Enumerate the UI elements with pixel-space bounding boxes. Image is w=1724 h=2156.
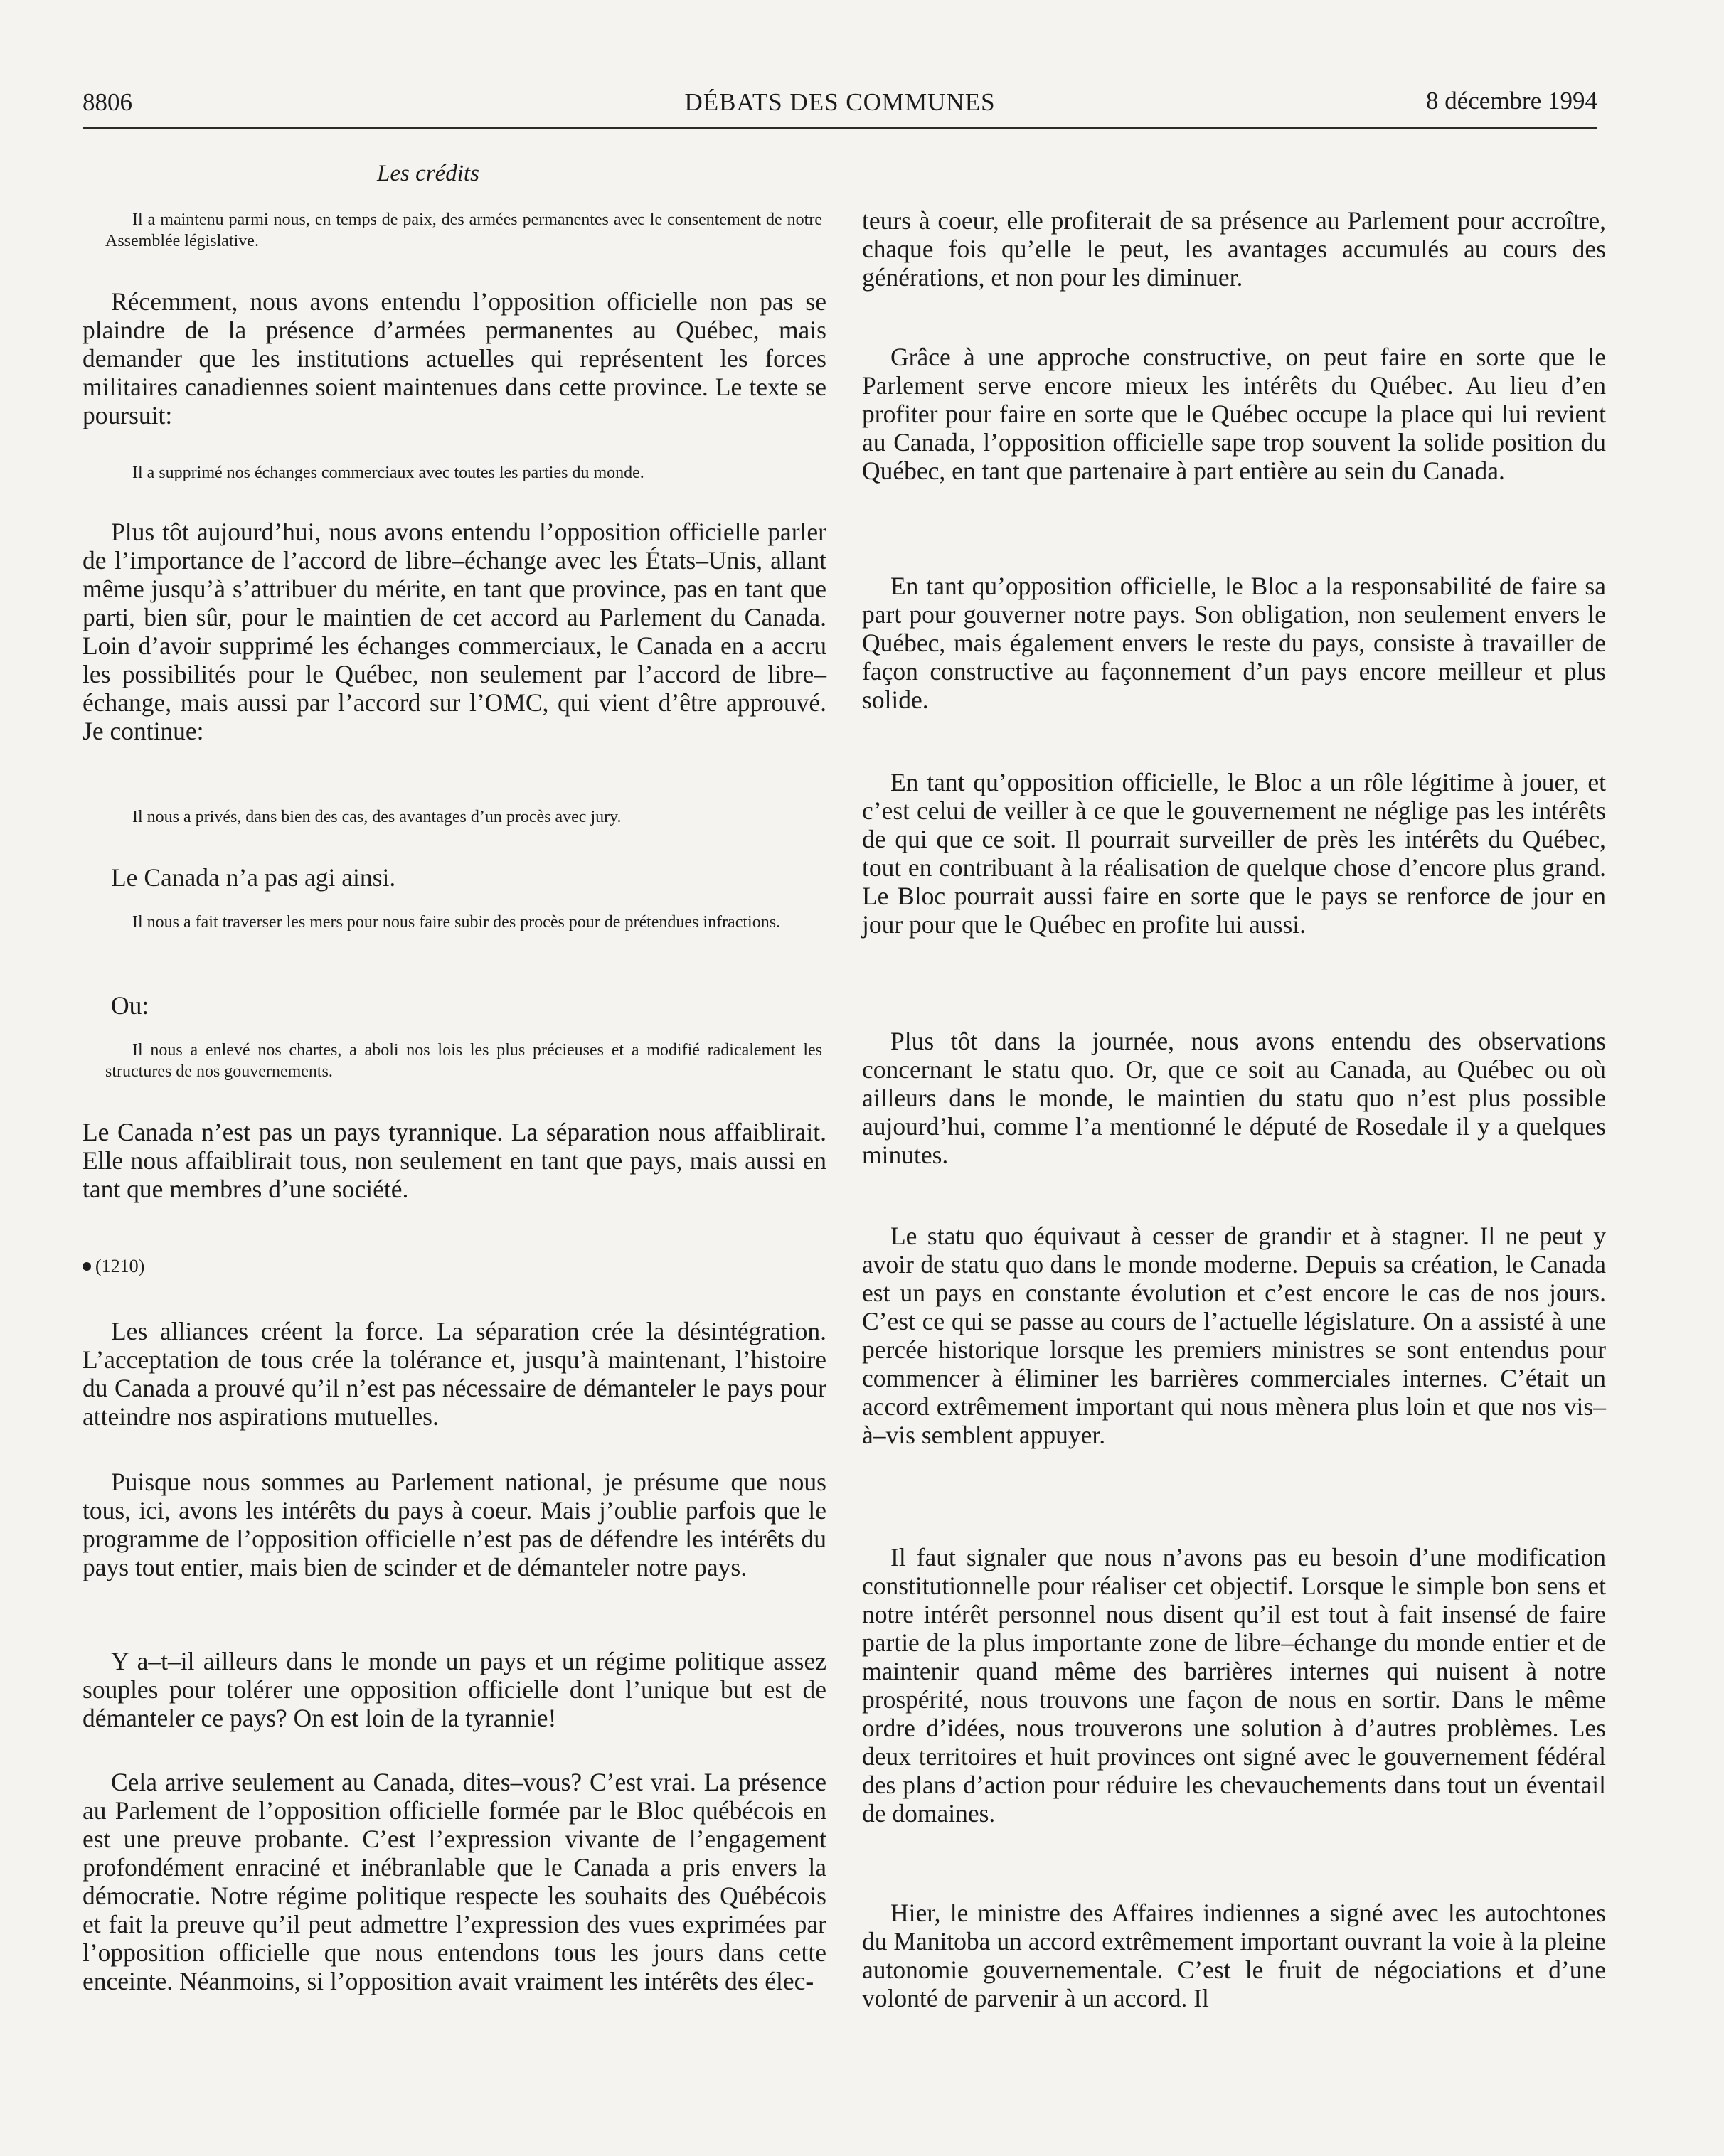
- paragraph: Les alliances créent la force. La séparation crée la désintégration. L’acceptation de tous crée la tolérance et, jusqu’à maintenant, l’histoire du Canada a prouvé qu’il n’est pas nécessaire de démanteler le pays pour atteindre nos aspirations mutuelles.: [83, 1317, 826, 1431]
- paragraph: Hier, le ministre des Affaires indiennes a signé avec les autochtones du Manitoba un accord extrêmement important ouvrant la voie à la pleine autonomie gouvernementale. C’est le fruit de négociations et d’une volonté de parvenir à un accord. Il: [862, 1899, 1606, 2012]
- paragraph: Y a–t–il ailleurs dans le monde un pays et un régime politique assez souples pour tolérer une opposition officielle dont l’unique but est de démanteler ce pays? On est loin de la tyrannie!: [83, 1647, 826, 1732]
- paragraph: Plus tôt aujourd’hui, nous avons entendu l’opposition officielle parler de l’importance de l’accord de libre–échange avec les États–Unis, allant même jusqu’à s’attribuer du mérite, en tant que province, pas en tant que parti, bien sûr, pour le maintien de cet accord au Parlement du Canada. Loin d’avoir supprimé les échanges commerciaux, le Canada en a accru les possibilités pour le Québec, non seulement par l’accord de libre–échange, mais aussi par l’accord sur l’OMC, qui vient d’être approuvé. Je continue:: [83, 518, 826, 745]
- paragraph: Puisque nous sommes au Parlement national, je présume que nous tous, ici, avons les intérêts du pays à coeur. Mais j’oublie parfois que le programme de l’opposition officielle n’est pas de défendre les intérêts du pays tout entier, mais bien de scinder et de démanteler notre pays.: [83, 1468, 826, 1581]
- paragraph: Le statu quo équivaut à cesser de grandir et à stagner. Il ne peut y avoir de statu quo dans le monde moderne. Depuis sa création, le Canada est un pays en constante évolution et c’est encore le cas de nos jours. C’est ce qui se passe au cours de l’actuelle législature. On a assisté à une percée historique lorsque les premiers ministres se sont entendus pour commencer à éliminer les barrières commerciales internes. C’était un accord extrêmement important qui nous mènera plus loin et que nos vis–à–vis semblent appuyer.: [862, 1222, 1606, 1449]
- page-number: 8806: [83, 88, 132, 116]
- quote-block: Il nous a fait traverser les mers pour nous faire subir des procès pour de prétendues infractions.: [132, 913, 781, 932]
- paragraph: Grâce à une approche constructive, on peut faire en sorte que le Parlement serve encore mieux les intérêts du Québec. Au lieu d’en profiter pour faire en sorte que le Québec occupe la place qui lui revient au Canada, l’opposition officielle sape trop souvent la solide position du Québec, en tant que partenaire à part entière au sein du Canada.: [862, 343, 1606, 485]
- section-title: Les crédits: [377, 161, 479, 186]
- quote-block: Il a supprimé nos échanges commerciaux avec toutes les parties du monde.: [132, 464, 644, 482]
- publication-title: DÉBATS DES COMMUNES: [684, 88, 996, 116]
- paragraph: Il faut signaler que nous n’avons pas eu besoin d’une modification constitutionnelle pour réaliser cet objectif. Lorsque le simple bon sens et notre intérêt personnel nous disent qu’il est tout à fait insensé de faire partie de la plus importante zone de libre–échange du monde entier et de maintenir quand même des barrières internes qui nuisent à notre prospérité, nous trouvons une façon de nous en sortir. Dans le même ordre d’idées, nous trouverons une solution à d’autres problèmes. Les deux territoires et huit provinces ont signé avec le gouvernement fédéral des plans d’action pour réduire les chevauchements dans tout un éventail de domaines.: [862, 1543, 1606, 1827]
- paragraph: Cela arrive seulement au Canada, dites–vous? C’est vrai. La présence au Parlement de l’opposition officielle formée par le Bloc québécois en est une preuve probante. C’est l’expression vivante de l’engagement profondément enraciné et inébranlable que le Canada a pris envers la démocratie. Notre régime politique respecte les souhaits des Québécois et fait la preuve qu’il peut admettre l’expression des vues exprimées par l’opposition officielle que nous entendons tous les jours dans cette enceinte. Néanmoins, si l’opposition avait vraiment les intérêts des élec-: [83, 1768, 826, 1995]
- time-marker-label: (1210): [95, 1256, 145, 1276]
- paragraph: Ou:: [111, 991, 149, 1020]
- bullet-icon: [83, 1262, 91, 1271]
- paragraph: Le Canada n’est pas un pays tyrannique. La séparation nous affaiblirait. Elle nous affaiblirait tous, non seulement en tant que pays, mais aussi en tant que membres d’une société.: [83, 1118, 826, 1203]
- paragraph: En tant qu’opposition officielle, le Bloc a un rôle légitime à jouer, et c’est celui de veiller à ce que le gouvernement ne néglige pas les intérêts de qui que ce soit. Il pourrait surveiller de près les intérêts du Québec, tout en contribuant à la réalisation de quelque chose d’encore plus grand. Le Bloc pourrait aussi faire en sorte que le pays se renforce de jour en jour pour que le Québec en profite lui aussi.: [862, 768, 1606, 939]
- paragraph: Le Canada n’a pas agi ainsi.: [111, 863, 396, 892]
- paragraph: Récemment, nous avons entendu l’opposition officielle non pas se plaindre de la présence d’armées permanentes au Québec, mais demander que les institutions actuelles qui représentent les forces militaires canadiennes soient maintenues dans cette province. Le texte se poursuit:: [83, 287, 826, 429]
- quote-block: Il a maintenu parmi nous, en temps de paix, des armées permanentes avec le consentement de notre Assemblée législative.: [105, 210, 822, 250]
- quote-block: Il nous a privés, dans bien des cas, des avantages d’un procès avec jury.: [132, 808, 622, 826]
- page-header: [83, 84, 1597, 129]
- quote-block: Il nous a enlevé nos chartes, a aboli nos lois les plus précieuses et a modifié radicalement les structures de nos gouvernements.: [105, 1041, 822, 1081]
- time-marker: [83, 1256, 826, 1277]
- paragraph: En tant qu’opposition officielle, le Bloc a la responsabilité de faire sa part pour gouverner notre pays. Son obligation, non seulement envers le Québec, mais également envers le reste du pays, consiste à travailler de façon constructive au façonnement d’un pays encore meilleur et plus solide.: [862, 572, 1606, 714]
- page-date: 8 décembre 1994: [1425, 87, 1597, 114]
- paragraph: Plus tôt dans la journée, nous avons entendu des observations concernant le statu quo. Or, que ce soit au Canada, au Québec ou où ailleurs dans le monde, le maintien du statu quo n’est plus possible aujourd’hui, comme l’a mentionné le député de Rosedale il y a quelques minutes.: [862, 1027, 1606, 1169]
- paragraph: teurs à coeur, elle profiterait de sa présence au Parlement pour accroître, chaque fois qu’elle le peut, les avantages accumulés au cours des générations, et non pour les diminuer.: [862, 206, 1606, 292]
